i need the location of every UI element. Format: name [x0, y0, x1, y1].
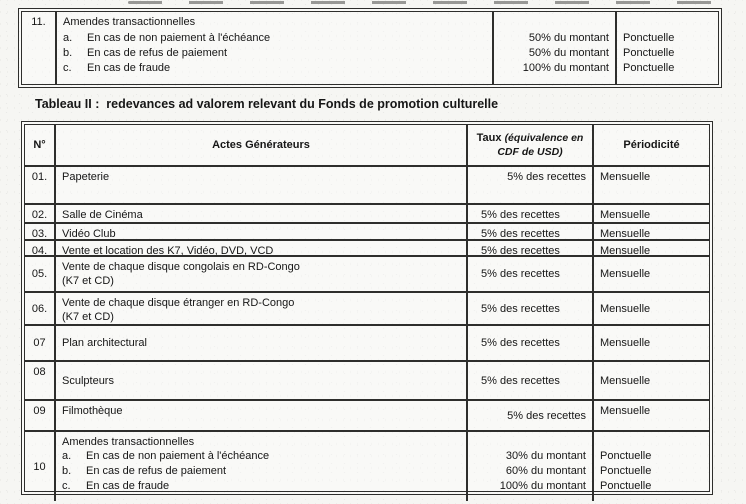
periodicite-value: Ponctuelle [600, 480, 652, 492]
table-header-row [25, 125, 709, 165]
scan-artifact-line [128, 1, 724, 4]
item-label: En cas de refus de paiement [87, 47, 228, 59]
cell-acte: Vidéo Club [54, 224, 466, 239]
cell-periodicite: Mensuelle [592, 257, 709, 291]
cell-num: 07 [33, 337, 46, 349]
cell-taux: 5% des recettes [466, 241, 592, 255]
item-label: En cas de fraude [87, 62, 171, 74]
row11-subitems [63, 31, 486, 81]
header-taux-text [474, 131, 586, 159]
taux-value: 50% du montant [528, 47, 609, 59]
table-row [25, 239, 709, 255]
table2-caption: Tableau II : redevances ad valorem relevant du Fonds de promotion culturelle [35, 97, 499, 111]
taux-value: 30% du montant [505, 450, 586, 462]
cell-periodicite: Mensuelle [592, 326, 709, 360]
list-item [63, 61, 486, 76]
row10-subitems [62, 449, 460, 498]
table-row [25, 255, 709, 291]
list-item [62, 479, 460, 494]
acte-line1: Vente de chaque disque congolais en RD-Congo [62, 261, 300, 273]
list-item [62, 464, 460, 479]
cell-periodicite: Mensuelle [592, 293, 709, 324]
table-row [25, 222, 709, 239]
taux-value: 100% du montant [499, 480, 586, 492]
cell-taux: 5% des recettes [466, 167, 592, 203]
header-periodicite: Périodicité [592, 125, 709, 165]
cell-acte: Vente et location des K7, Vidéo, DVD, VCD [54, 241, 466, 255]
table-row-amendes [25, 430, 709, 501]
row10-title: Amendes transactionnelles [62, 436, 195, 448]
item-label: En cas de non paiement à l'échéance [87, 32, 271, 44]
item-letter: a. [63, 32, 73, 44]
cell-num: 01. [31, 171, 48, 183]
header-taux [466, 125, 592, 165]
cell-taux: 5% des recettes [466, 224, 592, 239]
item-letter: a. [62, 450, 72, 462]
cell-periodicite: Mensuelle [592, 401, 709, 430]
acte-line2: (K7 et CD) [62, 311, 114, 323]
header-taux-note: (équivalence en CDF de USD) [497, 132, 584, 158]
cell-num: 02. [31, 209, 48, 221]
cell-periodicite: Mensuelle [592, 362, 709, 399]
cell-acte [54, 293, 466, 324]
list-item [62, 449, 460, 464]
item-label: En cas de non paiement à l'échéance [86, 450, 270, 462]
periodicite-value: Ponctuelle [600, 450, 652, 462]
cell-taux: 5% des recettes [466, 257, 592, 291]
table-amendes-row11 [18, 8, 722, 88]
cell-acte: Salle de Cinéma [54, 205, 466, 222]
cell-periodicite: Mensuelle [592, 205, 709, 222]
cell-num: 06. [31, 302, 48, 315]
taux-value: 100% du montant [522, 62, 609, 74]
item-label: En cas de refus de paiement [86, 465, 227, 477]
cell-num: 05. [31, 268, 48, 280]
list-item [63, 31, 486, 46]
periodicite-value: Ponctuelle [623, 47, 675, 59]
cell-taux: 5% des recettes [466, 362, 592, 399]
header-num: N° [33, 139, 46, 151]
acte-line1: Vente de chaque disque étranger en RD-Congo [62, 297, 295, 309]
row11-title: Amendes transactionnelles [63, 16, 196, 28]
table-row [25, 399, 709, 430]
header-taux-label: Taux [476, 132, 502, 144]
row11-periodicite-cell [615, 12, 718, 84]
row11-actes-cell [55, 12, 492, 84]
cell-periodicite: Mensuelle [592, 224, 709, 239]
taux-value: 60% du montant [505, 465, 586, 477]
cell-acte: Papeterie [54, 167, 466, 203]
cell-taux: 5% des recettes [466, 326, 592, 360]
table-redevances-ad-valorem [21, 121, 713, 495]
cell-num: 03. [31, 228, 48, 239]
item-letter: c. [62, 480, 71, 492]
cell-num: 08 [33, 366, 46, 378]
item-label: En cas de fraude [86, 480, 170, 492]
item-letter: b. [62, 465, 72, 477]
header-actes: Actes Générateurs [54, 125, 466, 165]
cell-periodicite: Mensuelle [592, 241, 709, 255]
cell-periodicite [592, 432, 709, 501]
cell-taux: 5% des recettes [466, 293, 592, 324]
cell-taux: 5% des recettes [466, 401, 592, 430]
acte-line2: (K7 et CD) [62, 275, 114, 287]
cell-acte: Filmothèque [54, 401, 466, 430]
table-row [25, 360, 709, 399]
cell-acte: Plan architectural [54, 326, 466, 360]
periodicite-value: Ponctuelle [600, 465, 652, 477]
table-row [25, 203, 709, 222]
cell-acte [54, 257, 466, 291]
cell-taux [466, 432, 592, 501]
row11-taux-cell [492, 12, 615, 84]
periodicite-value: Ponctuelle [623, 32, 675, 44]
cell-taux: 5% des recettes [466, 205, 592, 222]
row11-number: 11. [31, 16, 46, 28]
taux-value: 50% du montant [528, 32, 609, 44]
periodicite-value: Ponctuelle [623, 62, 675, 74]
item-letter: c. [63, 62, 72, 74]
cell-num: 04. [31, 245, 48, 255]
cell-num: 09 [33, 405, 46, 417]
cell-num: 10 [33, 460, 46, 473]
table-row [25, 291, 709, 324]
cell-acte [54, 432, 466, 501]
item-letter: b. [63, 47, 73, 59]
list-item [63, 46, 486, 61]
table-row [25, 165, 709, 203]
cell-acte: Sculpteurs [54, 362, 466, 399]
cell-periodicite: Mensuelle [592, 167, 709, 203]
table-row [25, 324, 709, 360]
